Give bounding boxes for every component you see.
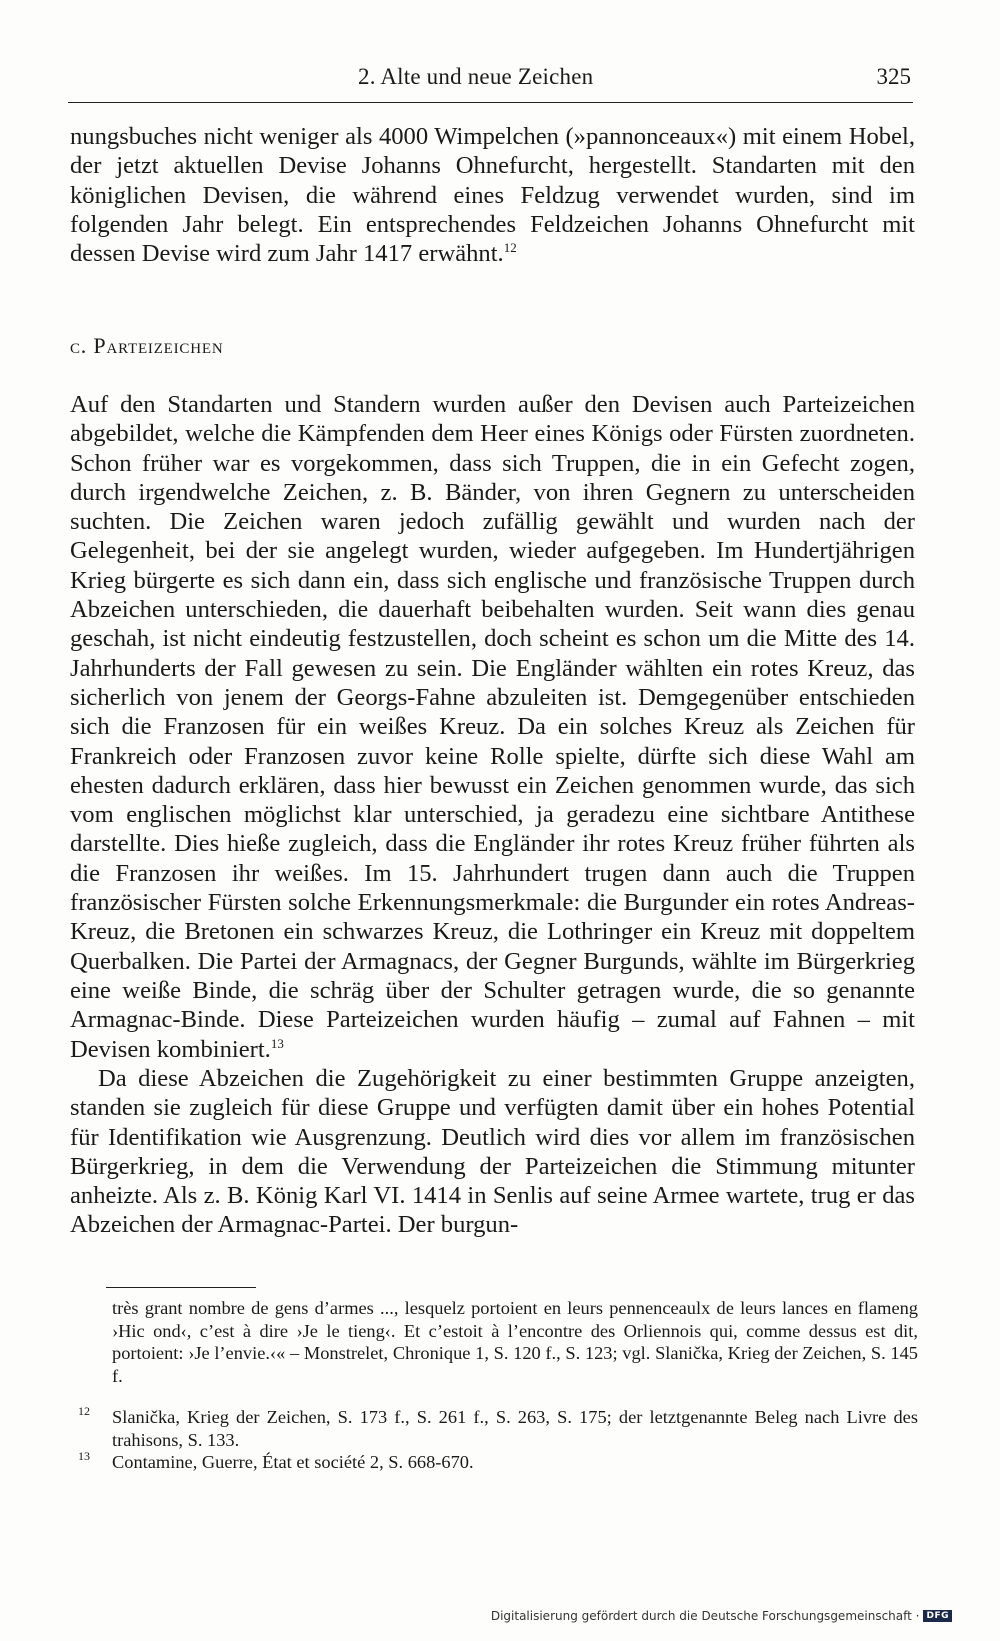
paragraph-1 [70,122,915,268]
footer-text: Digitalisierung gefördert durch die Deutsche Forschungsgemeinschaft · [490,1609,920,1623]
footnote-continued: très grant nombre de gens d’armes ..., lesquelz portoient en leurs pennenceaulx de leurs lances en flameng ›Hic ond‹, c’est à dire ›Je le tieng‹. Et c’estoit à l’encontre des Orliennois qui, comme dessus est dit, portoient: ›Je l’envie.‹« – Monstrelet, Chronique 1, S. 120 f., S. 123; vgl. Slanička, Krieg der Zeichen, S. 145 f. [112,1298,918,1386]
footnote-divider [106,1287,256,1288]
footnote-13-number: 13 [78,1449,90,1463]
dfg-logo-icon: DFG [923,1610,952,1622]
section-heading: c. Parteizeichen [70,333,224,358]
footnote-13: Contamine, Guerre, État et société 2, S. 668-670. [112,1452,474,1472]
digitization-footer [491,1609,952,1623]
footnote-ref-13[interactable]: 13 [270,1035,284,1051]
chapter-title: 2. Alte und neue Zeichen [358,64,594,89]
paragraph-1-text: nungsbuches nicht weniger als 4000 Wimpelchen (»pannonceaux«) mit einem Hobel, der jetzt aktuellen Devise Johanns Ohnefurcht, hergestellt. Standarten mit den königlichen Devisen, die während eines Feldzug verwendet wurden, sind im folgenden Jahr belegt. Ein entsprechendes Feldzeichen Johanns Ohnefurcht mit dessen Devise wird zum Jahr 1417 erwähnt. [70,123,915,268]
footnote-12-number: 12 [78,1404,90,1418]
footnote-ref-12[interactable]: 12 [503,240,517,256]
page-number: 325 [876,64,911,89]
footnote-12: Slanička, Krieg der Zeichen, S. 173 f., S. 261 f., S. 263, S. 175; der letztgenannte Beleg nach Livre des trahisons, S. 133. [112,1407,918,1450]
paragraph-3: Da diese Abzeichen die Zugehörigkeit zu einer bestimmten Gruppe anzeigten, standen sie zugleich für diese Gruppe und verfügten damit über ein hohes Potential für Identifikation wie Ausgrenzung. Deutlich wird dies vor allem im französischen Bürgerkrieg, in dem die Verwendung der Parteizeichen die Stimmung mitunter anheizte. Als z. B. König Karl VI. 1414 in Senlis auf seine Armee wartete, trug er das Abzeichen der Armagnac-Partei. Der burgun- [70,1065,915,1239]
running-header [68,62,913,103]
paragraph-2-text: Auf den Standarten und Standern wurden außer den Devisen auch Parteizeichen abgebildet, welche die Kämpfenden dem Heer eines Königs oder Fürsten zuordneten. Schon früher war es vorgekommen, dass sich Truppen, die in ein Gefecht zogen, durch irgendwelche Zeichen, z. B. Bänder, von ihren Gegnern zu unterscheiden suchten. Die Zeichen waren jedoch zufällig gewählt und wurden nach der Gelegenheit, bei der sie angelegt wurden, wieder aufgegeben. Im Hundertjährigen Krieg bürgerte es sich dann ein, dass sich englische und französische Truppen durch Abzeichen unterschieden, die dauerhaft beibehalten wurden. Seit wann dies genau geschah, ist nicht eindeutig festzustellen, doch scheint es schon um die Mitte des 14. Jahrhunderts der Fall gewesen zu sein. Die Engländer wählten ein rotes Kreuz, das sicherlich von jenem der Georgs-Fahne abzuleiten ist. Demgegenüber entschieden sich die Franzosen für ein weißes Kreuz. Da ein solches Kreuz als Zeichen für Frankreich oder Franzosen zuvor keine Rolle spielte, dürfte sich diese Wahl am ehesten dadurch erklären, dass hier bewusst ein Zeichen genommen wurde, das sich vom englischen möglichst klar unterschied, ja geradezu eine sichtbare Antithese darstellte. Dies hieße zugleich, dass die Engländer ihr rotes Kreuz früher führten als die Franzosen ihr weißes. Im 15. Jahrhundert trugen dann auch die Truppen französischer Fürsten solche Erkennungsmerkmale: die Burgunder ein rotes Andreas-Kreuz, die Bretonen ein schwarzes Kreuz, die Lothringer ein Kreuz mit doppeltem Querbalken. Die Partei der Armagnacs, der Gegner Burgunds, wählte im Bürgerkrieg eine weiße Binde, die schräg über der Schulter getragen wurde, die so genannte Armagnac-Binde. Diese Parteizeichen wurden häufig – zumal auf Fahnen – mit Devisen kombiniert. [70,391,915,1063]
paragraph-2 [70,390,915,1064]
